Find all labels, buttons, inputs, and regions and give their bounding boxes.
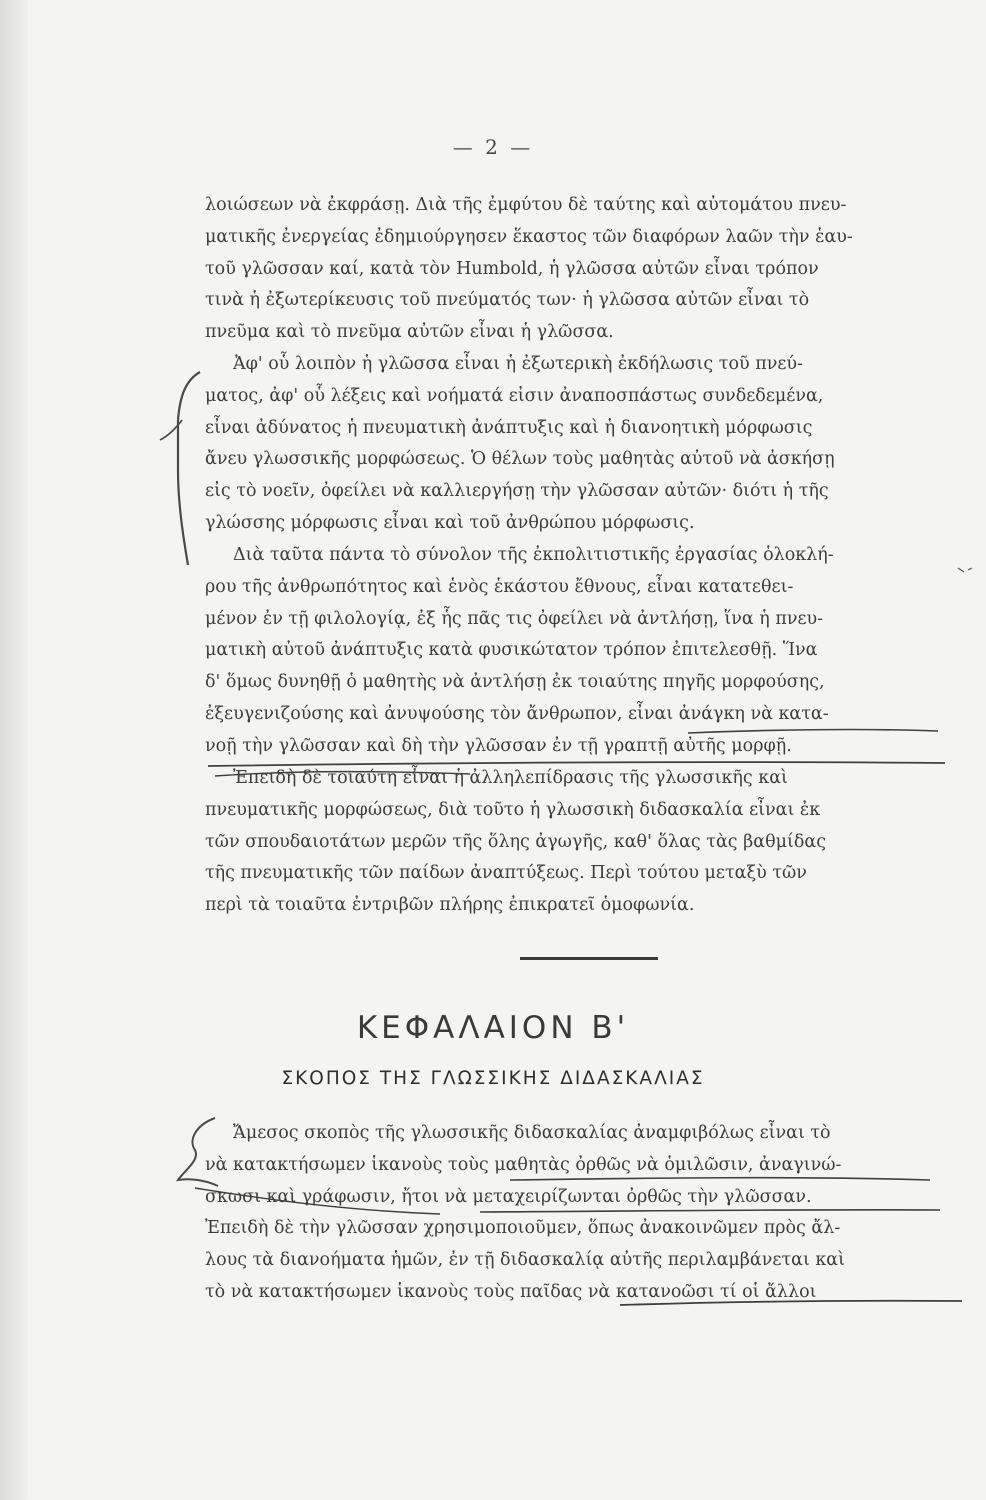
text-line: ματικῆς ἐνεργείας ἐδημιούργησεν ἕκαστος τῶν διαφόρων λαῶν τὴν ἑαυ- [205, 226, 853, 247]
pencil-underline [510, 1178, 930, 1180]
text-line: εἶναι ἀδύνατος ἡ πνευματικὴ ἀνάπτυξις καὶ ἡ διανοητικὴ μόρφωσις [205, 417, 813, 438]
text-line: τὸ νὰ κατακτήσωμεν ἱκανοὺς τοὺς παῖδας νὰ κατανοῶσι τί οἱ ἄλλοι [205, 1281, 817, 1302]
text-line: Ἄμεσος σκοπὸς τῆς γλωσσικῆς διδασκαλίας ἀναμφιβόλως εἶναι τὸ [233, 1123, 831, 1143]
text-line: Ἐπειδὴ δὲ τὴν γλῶσσαν χρησιμοποιοῦμεν, ὅπως ἀνακοινῶμεν πρὸς ἄλ- [205, 1218, 841, 1239]
text-line: Ἐπειδὴ δὲ τοιαύτη εἶναι ἡ ἀλληλεπίδρασις τῆς γλωσσικῆς καὶ [233, 768, 788, 788]
text-line: ρου τῆς ἀνθρωπότητος καὶ ἑνὸς ἑκάστου ἔθνους, εἶναι κατατεθει- [205, 576, 794, 597]
text-line: γλώσσης μόρφωσις εἶναι καὶ τοῦ ἀνθρώπου μόρφωσις. [205, 512, 695, 533]
text-line: Ἀφ' οὗ λοιπὸν ἡ γλῶσσα εἶναι ἡ ἐξωτερικὴ ἐκδήλωσις τοῦ πνεύ- [233, 354, 803, 374]
text-line: λοιώσεων νὰ ἐκφράσῃ. Διὰ τῆς ἐμφύτου δὲ ταύτης καὶ αὐτομάτου πνευ- [205, 195, 847, 215]
text-line: τῶν σπουδαιοτάτων μερῶν τῆς ὅλης ἀγωγῆς, καθ' ὅλας τὰς βαθμίδας [205, 831, 826, 852]
margin-numeral-one [178, 372, 200, 565]
text-line: εἰς τὸ νοεῖν, ὀφείλει νὰ καλλιεργήσῃ τὴν γλῶσσαν αὐτῶν· διότι ἡ τῆς [205, 481, 829, 502]
text-line: νὰ κατακτήσωμεν ἱκανοὺς τοὺς μαθητὰς ὀρθῶς νὰ ὁμιλῶσιν, ἀναγινώ- [205, 1154, 842, 1175]
text-line: νοῇ τὴν γλῶσσαν καὶ δὴ τὴν γλῶσσαν ἐν τῇ γραπτῇ αὐτῆς μορφῇ. [205, 735, 792, 756]
pencil-tick [958, 568, 972, 572]
text-line: πνευματικῆς μορφώσεως, διὰ τοῦτο ἡ γλωσσικὴ διδασκαλία εἶναι ἐκ [205, 799, 821, 820]
text-line: μένον ἐν τῇ φιλολογίᾳ, ἐξ ἧς πᾶς τις ὀφείλει νὰ ἀντλήσῃ, ἵνα ἡ πνευ- [205, 608, 824, 629]
margin-numeral-two [178, 1118, 218, 1186]
text-line: περὶ τὰ τοιαῦτα ἐντριβῶν πλήρης ἐπικρατεῖ ὁμοφωνία. [205, 895, 695, 916]
text-line: πνεῦμα καὶ τὸ πνεῦμα αὐτῶν εἶναι ἡ γλῶσσα. [205, 322, 614, 343]
text-line: Διὰ ταῦτα πάντα τὸ σύνολον τῆς ἐκπολιτιστικῆς ἐργασίας ὁλοκλή- [233, 545, 834, 565]
text-line: ἐξευγενιζούσης καὶ ἀνυψούσης τὸν ἄνθρωπον, εἶναι ἀνάγκη νὰ κατα- [205, 703, 829, 724]
text-line: σκωσι καὶ γράφωσιν, ἤτοι νὰ μεταχειρίζωνται ὀρθῶς τὴν γλῶσσαν. [205, 1186, 812, 1207]
chapter-title: ΚΕΦΑΛΑΙΟΝ Β' [356, 1010, 630, 1046]
pencil-underline [215, 772, 470, 776]
pencil-underline [688, 730, 938, 733]
text-line: ματικὴ αὐτοῦ ἀνάπτυξις κατὰ φυσικώτατον τρόπον ἐπιτελεσθῇ. Ἵνα [205, 640, 818, 661]
text-line: τινὰ ἡ ἐξωτερίκευσις τοῦ πνεύματός των· ἡ γλῶσσα αὐτῶν εἶναι τὸ [205, 290, 810, 311]
page-number: — 2 — [452, 135, 534, 159]
text-line: δ' ὅμως δυνηθῇ ὁ μαθητὴς νὰ ἀντλήσῃ ἐκ τοιαύτης πηγῆς μορφούσης, [205, 672, 825, 693]
pencil-underline [195, 1188, 440, 1214]
text-line: ἄνευ γλωσσικῆς μορφώσεως. Ὁ θέλων τοὺς μαθητὰς αὐτοῦ νὰ ἀσκήσῃ [205, 449, 835, 470]
text-line: λους τὰ διανοήματα ἡμῶν, ἐν τῇ διδασκαλίᾳ αὐτῆς περιλαμβάνεται καὶ [205, 1250, 845, 1271]
chapter-subtitle: ΣΚΟΠΟΣ ΤΗΣ ΓΛΩΣΣΙΚΗΣ ΔΙΔΑΣΚΑΛΙΑΣ [281, 1068, 705, 1089]
text-line: ματος, ἀφ' οὗ λέξεις καὶ νοήματά εἰσιν ἀναποσπάστως συνδεδεμένα, [205, 385, 824, 406]
pencil-underline [208, 762, 945, 766]
text-line: τοῦ γλῶσσαν καί, κατὰ τὸν Humbold, ἡ γλῶσσα αὐτῶν εἶναι τρόπον [205, 258, 819, 279]
pencil-underline [480, 1210, 940, 1212]
pencil-underline [620, 1301, 962, 1305]
text-line: τῆς πνευματικῆς τῶν παίδων ἀναπτύξεως. Περὶ τούτου μεταξὺ τῶν [205, 863, 807, 884]
